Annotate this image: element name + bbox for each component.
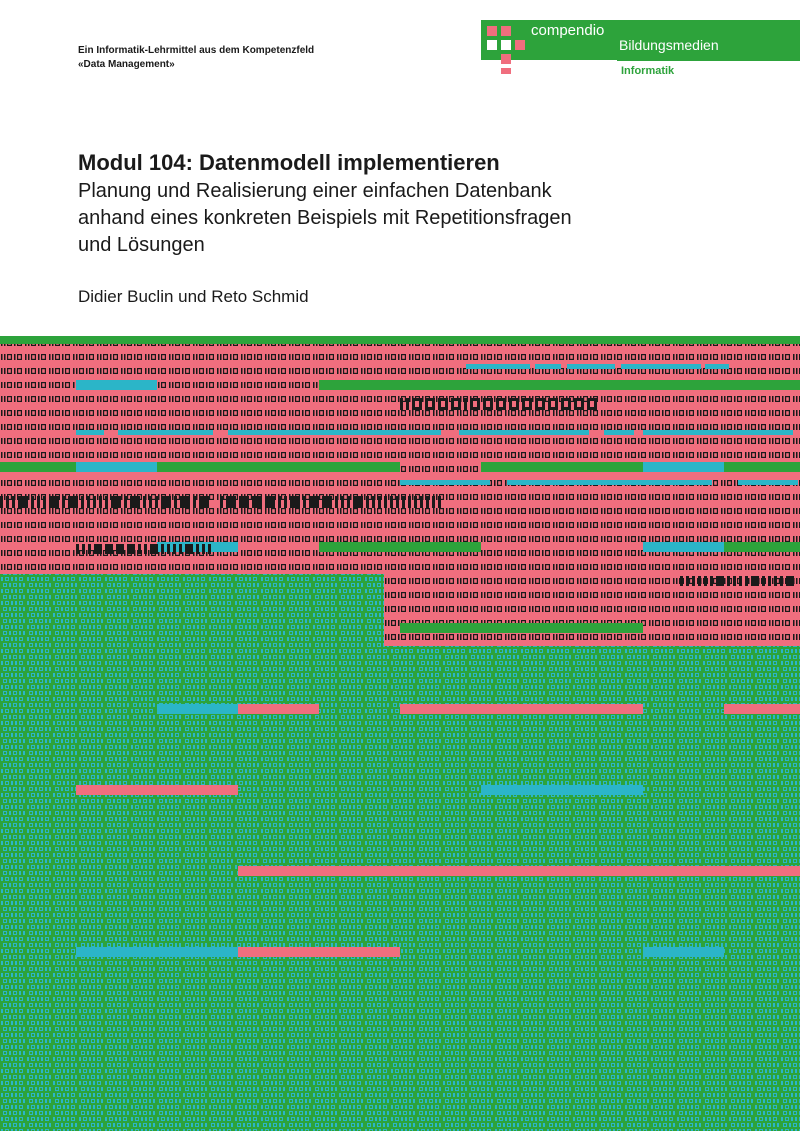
series-line-1: Ein Informatik-Lehrmittel aus dem Kompetenzfeld xyxy=(78,45,315,56)
cover-header xyxy=(0,0,800,336)
subtitle-line-1: Planung und Realisierung einer einfachen Datenbank xyxy=(78,180,552,202)
book-subtitle xyxy=(78,178,572,259)
cover-artwork xyxy=(0,336,800,1131)
publisher-brand: compendio xyxy=(531,22,605,39)
book-title: Modul 104: Datenmodell implementieren xyxy=(78,150,500,175)
publisher-divider xyxy=(617,60,800,61)
publisher-brand-sub: Bildungsmedien xyxy=(619,37,719,53)
series-line-2: «Data Management» xyxy=(78,59,175,70)
subtitle-line-3: und Lösungen xyxy=(78,234,205,256)
subtitle-line-2: anhand eines konkreten Beispiels mit Repetitionsfragen xyxy=(78,207,572,229)
series-note xyxy=(78,44,314,72)
compendio-logo-icon xyxy=(487,26,527,74)
book-authors: Didier Buclin und Reto Schmid xyxy=(78,287,309,306)
publisher-category: Informatik xyxy=(621,65,675,77)
publisher-bar xyxy=(481,20,800,60)
publisher-block xyxy=(481,20,800,90)
